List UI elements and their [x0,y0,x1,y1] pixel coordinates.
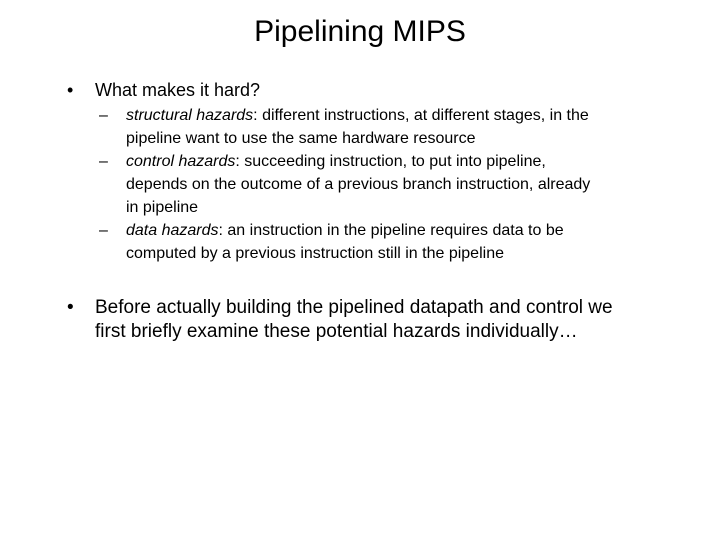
subitem-line: depends on the outcome of a previous branch instruction, already [126,176,591,193]
bullet-text: What makes it hard? [95,80,261,100]
subitem-line [126,150,590,173]
subitem-line-text: : an instruction in the pipeline requires data to be [218,222,564,239]
subitem-line-text: : succeeding instruction, to put into pipeline, [235,153,546,170]
subitem-line [126,104,589,127]
subitem-text [126,219,564,265]
bullet-line: first briefly examine these potential hazards individually… [95,321,578,342]
hazard-term: data hazards [126,222,219,239]
sub-marker: – [99,153,108,170]
sub-marker: – [99,107,108,124]
subitem-text [126,150,590,219]
bullet-line: Before actually building the pipelined datapath and control we [95,297,613,318]
sub-marker: – [99,222,108,239]
subitem-line: pipeline want to use the same hardware resource [126,130,476,147]
subitem-line-text: : different instructions, at different stages, in the [253,107,589,124]
hazard-term: control hazards [126,153,236,170]
subitem-text [126,104,589,150]
bullet-text [95,296,613,344]
slide-title: Pipelining MIPS [254,15,466,48]
subitem-line [126,219,564,242]
hazard-term: structural hazards [126,107,254,124]
bullet-marker: • [67,297,74,318]
bullet-marker: • [67,80,74,100]
subitem-line: computed by a previous instruction still in the pipeline [126,245,504,262]
subitem-line: in pipeline [126,199,199,216]
